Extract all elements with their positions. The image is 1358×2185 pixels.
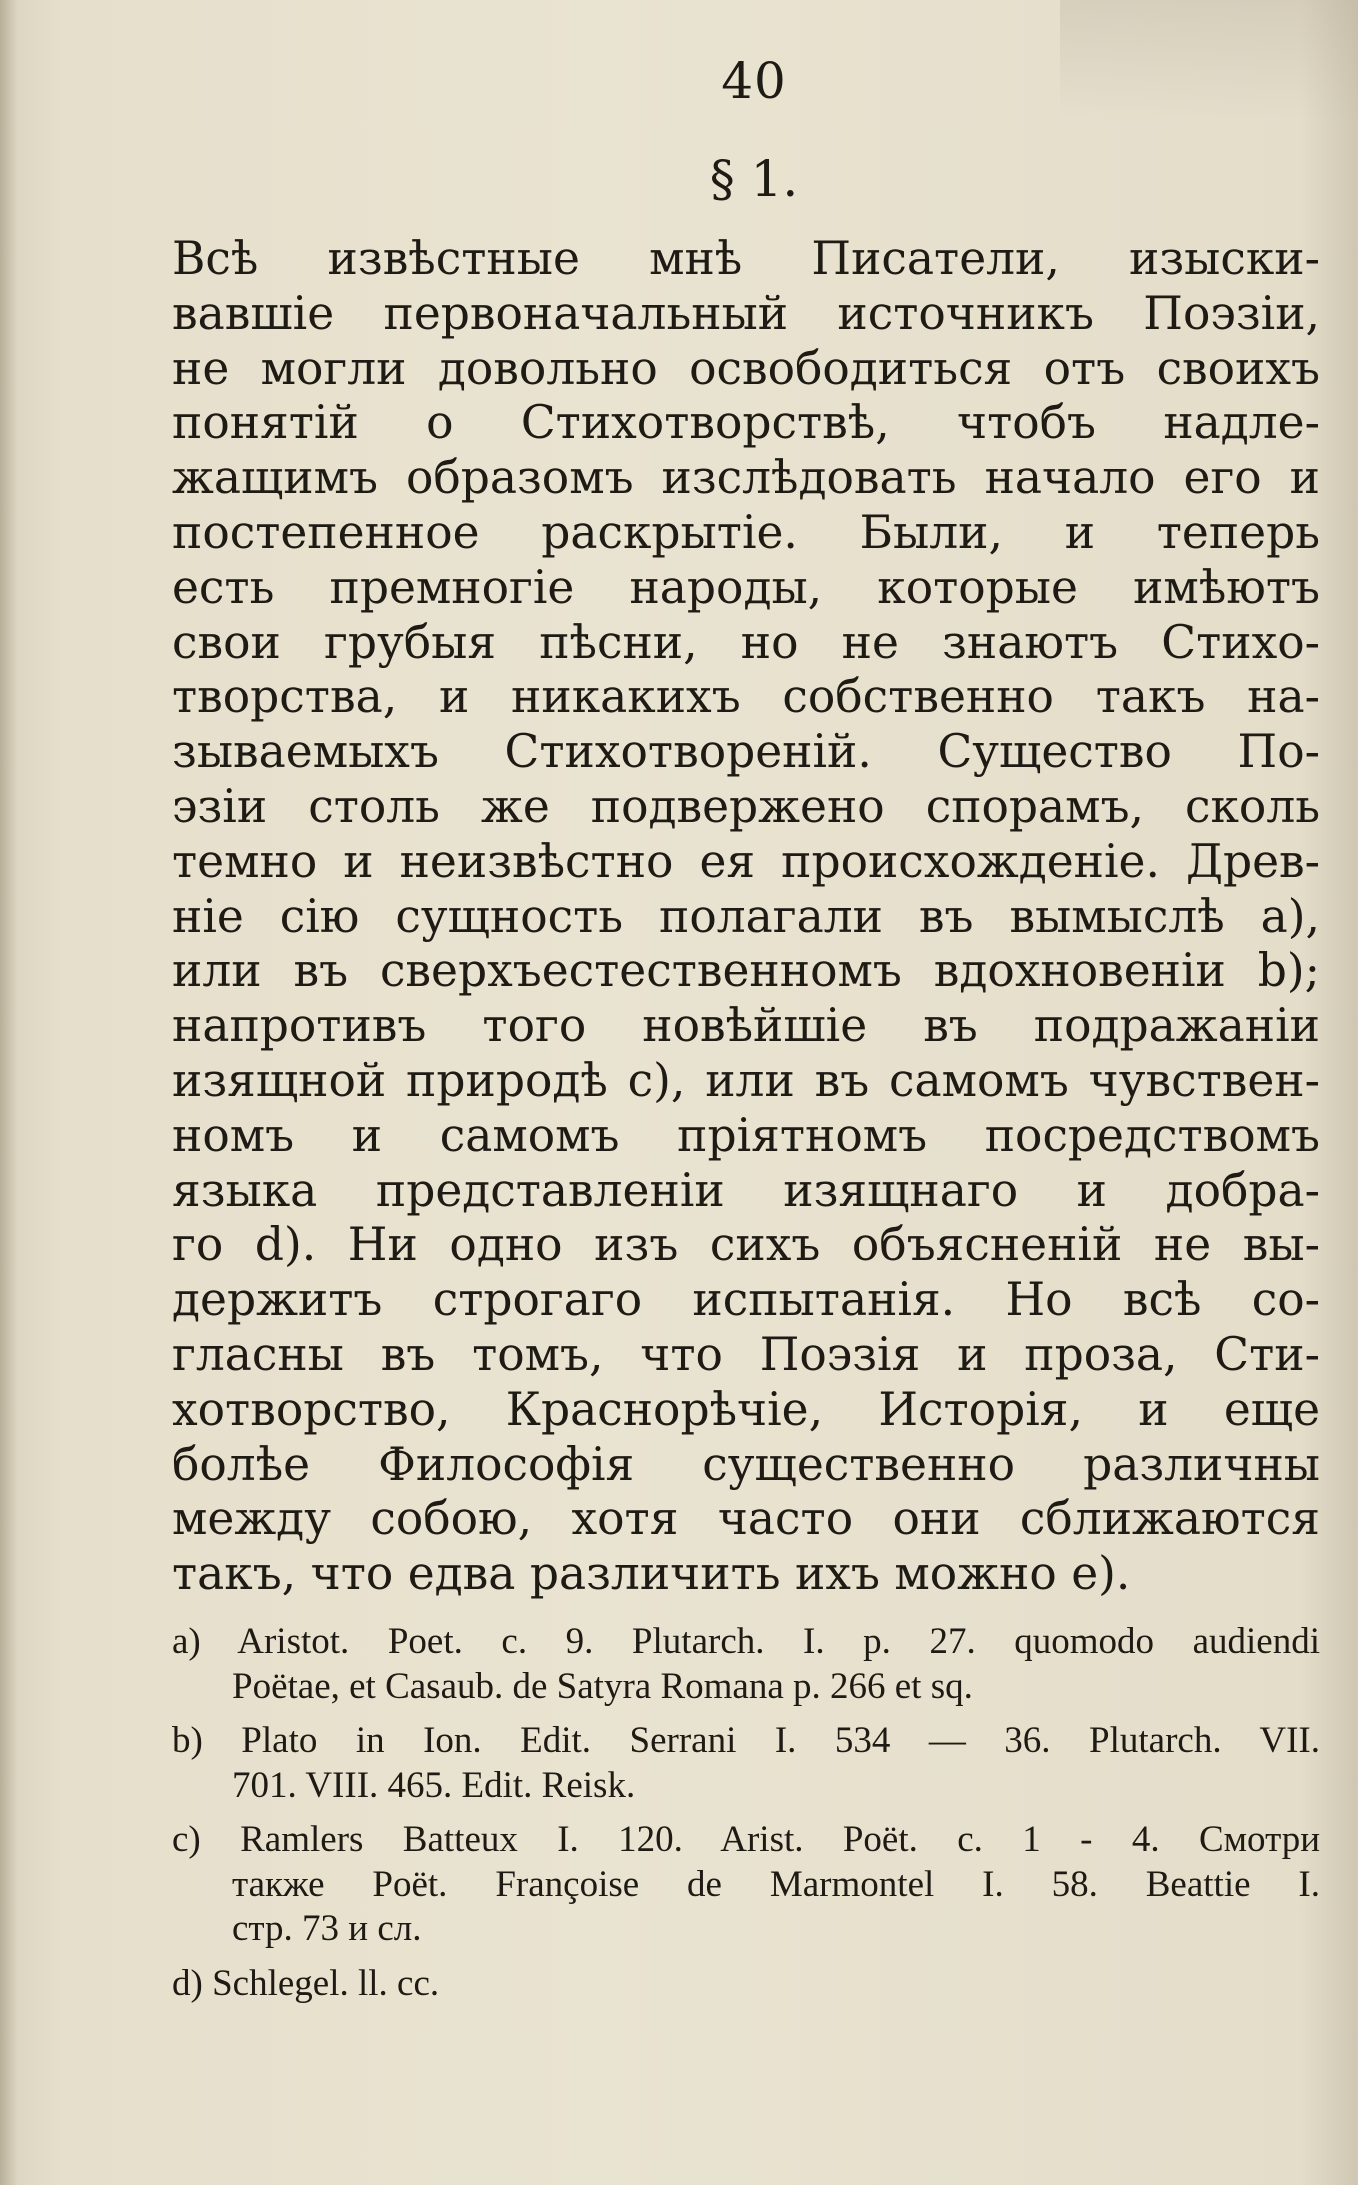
text-line: зываемыхъ Стихотвореній. Существо По- [172,725,1320,779]
text-line: есть премногіе народы, которые имѣютъ [172,560,1320,614]
footnote-line: Poëtae, et Casaub. de Satyra Romana p. 266 et sq. [232,1665,973,1707]
footnote-d [172,1962,1320,2007]
text-line: темно и неизвѣстно ея происхожденіе. Древ- [172,834,1320,888]
text-line: жащимъ образомъ изслѣдовать начало его и [172,451,1320,505]
footnote-a [172,1620,1320,1709]
footnote-line: также Poët. Françoise de Marmontel I. 58. Beattie I. [232,1863,1320,1905]
text-line: постепенное раскрытіе. Были, и теперь [172,505,1320,559]
footnote-line: a) Aristot. Poet. c. 9. Plutarch. I. p. 27. quomodo audiendi [172,1621,1320,1662]
main-text [172,232,1320,1602]
text-line: гласны въ томъ, что Поэзія и проза, Сти- [172,1327,1320,1381]
text-line: держитъ строгаго испытанія. Но всѣ со- [172,1273,1320,1327]
text-line: творства, и никакихъ собственно такъ на- [172,670,1320,724]
footnote-line: 701. VIII. 465. Edit. Reisk. [232,1764,636,1806]
text-line: Всѣ извѣстные мнѣ Писатели, изыски- [172,232,1320,285]
text-line: номъ и самомъ пріятномъ посредствомъ [172,1108,1320,1162]
text-line: понятій о Стихотворствѣ, чтобъ надле- [172,396,1320,450]
text-line: го d). Ни одно изъ сихъ объясненій не вы- [172,1218,1320,1272]
text-line: свои грубыя пѣсни, но не знаютъ Стихо- [172,615,1320,669]
text-line: такъ, что едва различить ихъ можно е). [172,1547,1131,1601]
text-line: напротивъ того новѣйшіе въ подражаніи [172,999,1320,1053]
text-line: не могли довольно освободиться отъ своихъ [172,341,1320,395]
text-line: хотворство, Краснорѣчіе, Исторія, и еще [172,1382,1320,1436]
text-line: между собою, хотя часто они сближаются [172,1492,1320,1546]
footnote-c [172,1818,1320,1952]
footnotes [172,1620,1320,2016]
text-line: или въ сверхъестественномъ вдохновеніи b); [172,944,1320,998]
page-number: 40 [721,52,787,110]
text-line: изящной природѣ с), или въ самомъ чувствен- [172,1053,1320,1107]
footnote-b [172,1719,1320,1808]
text-line: эзіи столь же подвержено спорамъ, сколь [172,779,1320,833]
text-line: ніе сію сущность полагали въ вымыслѣ а), [172,889,1320,943]
text-line: вавшіе первоначальный источникъ Поэзіи, [172,286,1320,340]
footnote-line: d) Schlegel. ll. cc. [172,1962,440,2004]
text-line: языка представленіи изящнаго и добра- [172,1163,1320,1217]
footnote-line: стр. 73 и сл. [232,1908,422,1949]
footnote-line: b) Plato in Ion. Edit. Serrani I. 534 — 36. Plutarch. VII. [172,1720,1320,1761]
section-heading: § 1. [709,150,799,208]
footnote-line: c) Ramlers Batteux I. 120. Arist. Poët. c. 1 - 4. Смотри [172,1819,1320,1860]
text-line: болѣе Философія существенно различны [172,1437,1320,1491]
